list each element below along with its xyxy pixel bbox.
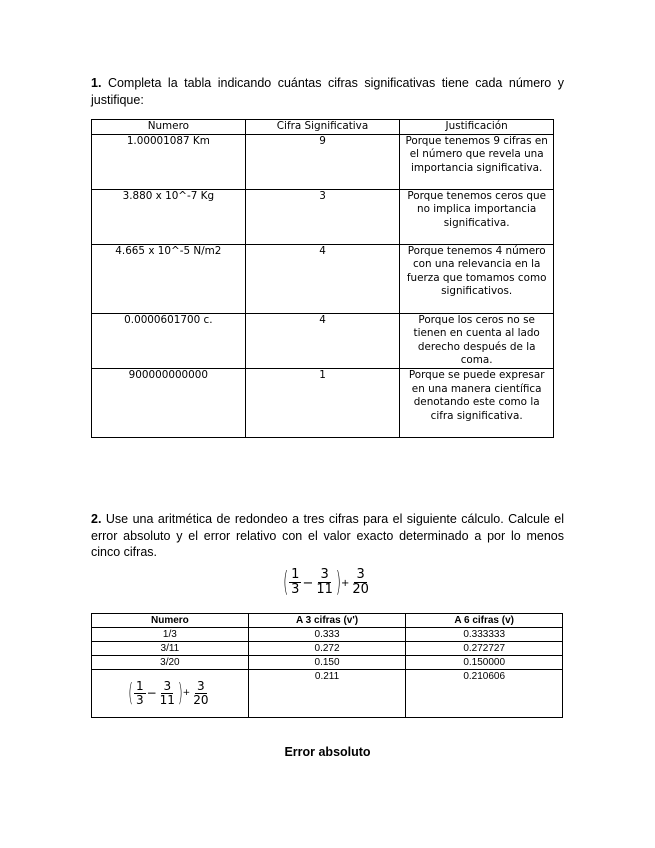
table-row xyxy=(92,670,563,718)
cell-v6: 0.333333 xyxy=(406,628,563,642)
cell-expression: ( $\frac{1}{3}$ − $\frac{3}{11}$ ) + $\frac{3}{20}$ xyxy=(92,670,249,718)
table-row xyxy=(92,244,554,313)
fraction-one-third: $\frac{1}{3}$ xyxy=(291,567,300,598)
cell-numero: 4.665 x 10^-5 N/m2 xyxy=(92,244,246,313)
question-2-body: Use una aritmética de redondeo a tres cifras para el siguiente cálculo. Calcule el error absoluto y el error relativo con el valor exacto determinado a por lo menos cinco cifras. xyxy=(91,512,564,559)
cell-v6: 0.272727 xyxy=(406,642,563,656)
cell-v6: 0.210606 xyxy=(406,670,563,718)
table-row xyxy=(92,189,554,244)
header-numero: Numero xyxy=(92,120,246,135)
fraction-three-elevenths: $\frac{3}{11}$ xyxy=(316,567,333,598)
cell-justificacion: Porque los ceros no se tienen en cuenta al lado derecho después de la coma. xyxy=(400,313,554,368)
table-row xyxy=(92,642,563,656)
rounding-table xyxy=(91,613,563,718)
cell-cifra: 9 xyxy=(245,134,400,189)
table-row xyxy=(92,628,563,642)
header-justificacion: Justificación xyxy=(400,120,554,135)
header-numero: Numero xyxy=(92,614,249,628)
cell-v3: 0.150 xyxy=(248,656,406,670)
cell-justificacion: Porque tenemos ceros que no implica importancia significativa. xyxy=(400,189,554,244)
header-6-cifras: A 6 cifras (v) xyxy=(406,614,563,628)
question-2-text xyxy=(91,511,564,561)
fraction-three-twentieths: $\frac{3}{20}$ xyxy=(352,567,369,598)
minus-sign: − xyxy=(302,575,314,591)
cell-numero: 0.0000601700 c. xyxy=(92,313,246,368)
table-row xyxy=(92,368,554,437)
plus-sign: + xyxy=(340,577,350,589)
cell-justificacion: Porque tenemos 9 cifras en el número que revela una importancia significativa. xyxy=(400,134,554,189)
table-row xyxy=(92,134,554,189)
header-3-cifras: A 3 cifras (v') xyxy=(248,614,406,628)
cell-numero: 3/11 xyxy=(92,642,249,656)
question-1-text xyxy=(91,75,564,108)
significant-figures-table xyxy=(91,119,554,438)
error-absoluto-heading: Error absoluto xyxy=(284,745,371,759)
question-1-body: Completa la tabla indicando cuántas cifras significativas tiene cada número y justifique: xyxy=(91,76,564,107)
cell-v3: 0.211 xyxy=(248,670,406,718)
cell-cifra: 3 xyxy=(245,189,400,244)
header-cifra: Cifra Significativa xyxy=(245,120,400,135)
table-row xyxy=(92,656,563,670)
cell-numero: 900000000000 xyxy=(92,368,246,437)
question-2-number: 2. xyxy=(91,512,102,526)
table-header-row xyxy=(92,120,554,135)
cell-v3: 0.333 xyxy=(248,628,406,642)
cell-cifra: 4 xyxy=(245,244,400,313)
table-row xyxy=(92,313,554,368)
cell-numero: 3/20 xyxy=(92,656,249,670)
cell-numero: 1/3 xyxy=(92,628,249,642)
cell-v6: 0.150000 xyxy=(406,656,563,670)
cell-justificacion: Porque se puede expresar en una manera científica denotando este como la cifra significativa. xyxy=(400,368,554,437)
cell-numero: 3.880 x 10^-7 Kg xyxy=(92,189,246,244)
question-1-number: 1. xyxy=(91,76,102,90)
cell-cifra: 4 xyxy=(245,313,400,368)
table-header-row xyxy=(92,614,563,628)
cell-justificacion: Porque tenemos 4 número con una relevancia en la fuerza que tomamos como significativos. xyxy=(400,244,554,313)
formula-expression: ( $\frac{1}{3}$ − $\frac{3}{11}$ ) + $\frac{3}{20}$ xyxy=(283,567,369,599)
cell-numero: 1.00001087 Km xyxy=(92,134,246,189)
cell-cifra: 1 xyxy=(245,368,400,437)
cell-v3: 0.272 xyxy=(248,642,406,656)
